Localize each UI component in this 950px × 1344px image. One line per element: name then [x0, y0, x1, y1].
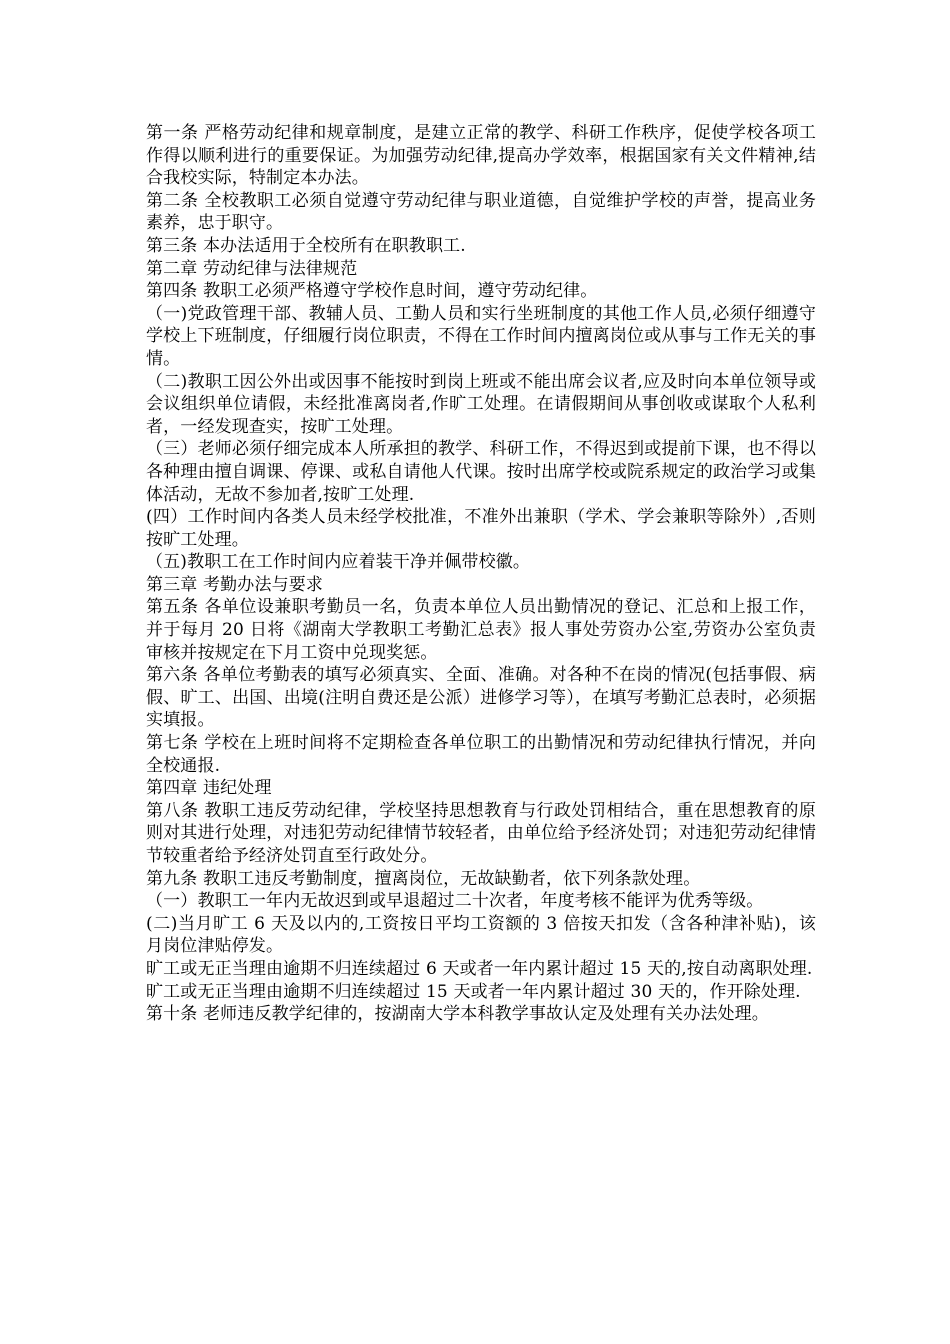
paragraph-article-4: 第四条 教职工必须严格遵守学校作息时间，遵守劳动纪律。 [146, 281, 598, 302]
paragraph-article-9: 第九条 教职工违反考勤制度，擅离岗位，无故缺勤者，依下列条款处理。 [146, 868, 701, 889]
paragraph-article-3: 第三条 本办法适用于全校所有在职教职工. [146, 235, 466, 256]
paragraph-article-2: 第二条 全校教职工必须自觉遵守劳动纪律与职业道德，自觉维护学校的声誉，提高业务素养，忠于职守。 [146, 190, 816, 234]
article-4-item-2: （二)教职工因公外出或因事不能按时到岗上班或不能出席会议者,应及时向本单位领导或会议组织单位请假，未经批准离岗者,作旷工处理。在请假期间从事创收或谋取个人私利者，一经发现查实，按旷工处理。 [146, 371, 816, 437]
paragraph-article-8: 第八条 教职工违反劳动纪律，学校坚持思想教育与行政处罚相结合，重在思想教育的原则对其进行处理，对违犯劳动纪律情节较轻者，由单位给予经济处罚；对违犯劳动纪律情节较重者给予经济处罚直至行政处分。 [146, 800, 816, 866]
article-9-clause-b: 旷工或无正当理由逾期不归连续超过 15 天或者一年内累计超过 30 天的，作开除处理. [146, 981, 801, 1002]
article-4-item-1: （一)党政管理干部、教辅人员、工勤人员和实行坐班制度的其他工作人员,必须仔细遵守学校上下班制度，仔细履行岗位职责，不得在工作时间内擅离岗位或从事与工作无关的事情。 [146, 303, 816, 369]
chapter-2-heading: 第二章 劳动纪律与法律规范 [146, 258, 358, 279]
article-4-item-3: （三）老师必须仔细完成本人所承担的教学、科研工作，不得迟到或提前下课，也不得以各种理由擅自调课、停课、或私自请他人代课。按时出席学校或院系规定的政治学习或集体活动，无故不参加者,按旷工处理. [146, 439, 816, 505]
article-4-item-4: (四）工作时间内各类人员未经学校批准，不准外出兼职（学术、学会兼职等除外）,否则按旷工处理。 [146, 507, 816, 550]
paragraph-article-10: 第十条 老师违反教学纪律的，按湖南大学本科教学事故认定及处理有关办法处理。 [146, 1004, 769, 1025]
paragraph-article-6: 第六条 各单位考勤表的填写必须真实、全面、准确。对各种不在岗的情况(包括事假、病假、旷工、出国、出境(注明自费还是公派）进修学习等），在填写考勤汇总表时，必须据实填报。 [146, 665, 816, 731]
article-9-clause-a: 旷工或无正当理由逾期不归连续超过 6 天或者一年内累计超过 15 天的,按自动离职处理. [146, 958, 813, 979]
document-body [146, 122, 816, 1026]
article-9-item-1: （一）教职工一年内无故迟到或早退超过二十次者，年度考核不能评为优秀等级。 [146, 891, 764, 912]
article-4-item-5: （五)教职工在工作时间内应着装干净并佩带校徽。 [146, 552, 531, 573]
chapter-4-heading: 第四章 违纪处理 [146, 778, 272, 799]
article-9-item-2: (二)当月旷工 6 天及以内的,工资按日平均工资额的 3 倍按天扣发（含各种津补贴)，该月岗位津贴停发。 [146, 913, 816, 957]
chapter-3-heading: 第三章 考勤办法与要求 [146, 574, 324, 595]
paragraph-article-7: 第七条 学校在上班时间将不定期检查各单位职工的出勤情况和劳动纪律执行情况，并向全校通报. [146, 733, 816, 776]
paragraph-article-1: 第一条 严格劳动纪律和规章制度，是建立正常的教学、科研工作秩序，促使学校各项工作得以顺利进行的重要保证。为加强劳动纪律,提高办学效率，根据国家有关文件精神,结合我校实际，特制定本办法。 [146, 123, 816, 189]
paragraph-article-5: 第五条 各单位设兼职考勤员一名，负责本单位人员出勤情况的登记、汇总和上报工作，并于每月 20 日将《湖南大学教职工考勤汇总表》报人事处劳资办公室,劳资办公室负责审核并按规定在下月工资中兑现奖惩。 [146, 597, 816, 663]
